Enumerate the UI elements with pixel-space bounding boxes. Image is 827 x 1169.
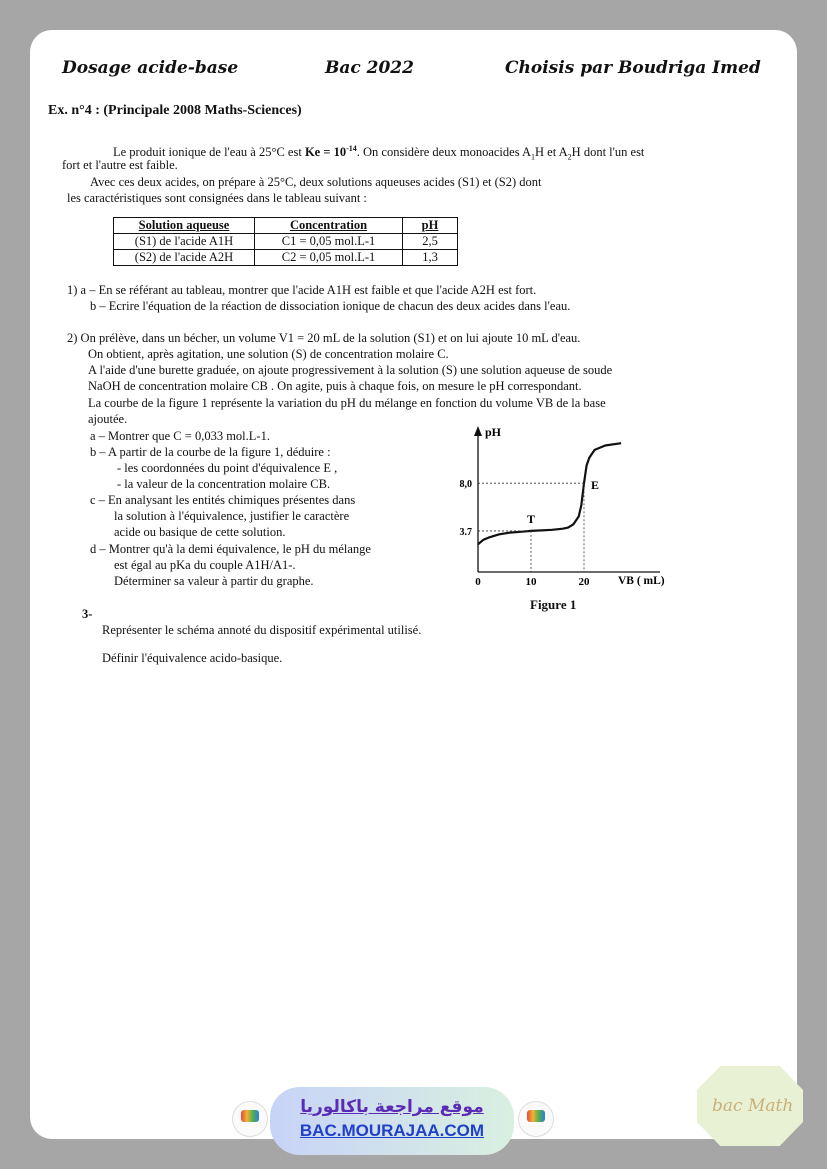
site-logo-icon: [232, 1101, 268, 1137]
solutions-table: [113, 217, 458, 266]
intro-line-2: fort et l'autre est faible.: [62, 158, 178, 172]
header-topic: Dosage acide-base: [62, 58, 239, 78]
footer-arabic-link[interactable]: موقع مراجعة باكالوريا: [300, 1097, 484, 1117]
y-axis-arrow: [474, 426, 482, 436]
table-header-row: [114, 218, 458, 234]
point-label: E: [591, 478, 600, 493]
table-cell: C2 = 0,05 mol.L-1: [255, 250, 403, 266]
table-cell: (S1) de l'acide A1H: [114, 234, 255, 250]
col-solution: Solution aqueuse: [114, 218, 255, 234]
exercise-title: Ex. n°4 : (Principale 2008 Maths-Sciences): [48, 103, 302, 118]
table-row: [114, 234, 458, 250]
q2-c3: acide ou basique de cette solution.: [114, 525, 286, 539]
footer-url-link[interactable]: BAC.MOURAJAA.COM: [299, 1121, 485, 1140]
table-cell: 1,3: [403, 250, 458, 266]
y-tick-label: 8,0: [459, 479, 472, 491]
q2-b1: b – A partir de la courbe de la figure 1, déduire :: [90, 445, 331, 459]
q2-c2: la solution à l'équivalence, justifier le caractère: [114, 509, 350, 523]
table-cell: C1 = 0,05 mol.L-1: [255, 234, 403, 250]
bac-math-logo-text: bac Math: [712, 1096, 794, 1116]
col-concentration: Concentration: [255, 218, 403, 234]
table-cell: 2,5: [403, 234, 458, 250]
q2-line-1: 2) On prélève, dans un bécher, un volume V1 = 20 mL de la solution (S1) et on lui ajoute 10 mL d'eau.: [67, 331, 581, 345]
y-axis-label: pH: [485, 425, 502, 439]
figure-caption: Figure 1: [530, 597, 577, 612]
col-ph: pH: [403, 218, 458, 234]
ph-curve: [478, 443, 621, 544]
q2-line-2: On obtient, après agitation, une solution (S) de concentration molaire C.: [88, 347, 449, 361]
table-cell: (S2) de l'acide A2H: [114, 250, 255, 266]
q2-c1: c – En analysant les entités chimiques présentes dans: [90, 493, 356, 507]
q3-number: 3-: [82, 607, 93, 621]
q2-line-4: NaOH de concentration molaire CB . On agite, puis à chaque fois, on mesure le pH correspondant.: [88, 379, 582, 393]
x-axis-label: VB ( mL): [618, 575, 665, 587]
figure-1-chart: [440, 420, 670, 595]
x-tick-label: 0: [475, 576, 481, 588]
point-label: T: [527, 511, 536, 526]
q3-line-1: Représenter le schéma annoté du dispositif expérimental utilisé.: [102, 623, 422, 637]
y-tick-label: 3.7: [459, 526, 472, 538]
x-tick-label: 10: [525, 576, 537, 588]
q1-b: b – Ecrire l'équation de la réaction de dissociation ionique de chacun des deux acides dans l'eau.: [90, 299, 571, 313]
header-year: Bac 2022: [325, 58, 414, 78]
q3-line-2: Définir l'équivalence acido-basique.: [102, 651, 283, 665]
q1-a: 1) a – En se référant au tableau, montrer que l'acide A1H est faible et que l'acide A2H est fort.: [67, 283, 537, 297]
q2-line-3: A l'aide d'une burette graduée, on ajoute progressivement à la solution (S) une solution aqueuse de soude: [88, 363, 613, 377]
q2-d1: d – Montrer qu'à la demi équivalence, le pH du mélange: [90, 542, 371, 556]
q2-line-5: La courbe de la figure 1 représente la variation du pH du mélange en fonction du volume VB de la base: [88, 396, 606, 410]
intro-line-1: Le produit ionique de l'eau à 25°C est $Ke = 10^{-14}$. On considère deux monoacides $A_1H$ et $A_2H$ dont l'un est: [113, 144, 645, 162]
q2-d3: Déterminer sa valeur à partir du graphe.: [114, 574, 314, 588]
q2-b3: - la valeur de la concentration molaire CB.: [117, 477, 331, 491]
intro-line-4: les caractéristiques sont consignées dans le tableau suivant :: [67, 191, 367, 205]
header-author: Choisis par Boudriga Imed: [505, 58, 761, 78]
q2-line-6: ajoutée.: [88, 412, 128, 426]
q2-a: a – Montrer que C = 0,033 mol.L-1.: [90, 429, 270, 443]
table-row: [114, 250, 458, 266]
site-logo-icon: [518, 1101, 554, 1137]
x-tick-label: 20: [578, 576, 590, 588]
intro-line-3: Avec ces deux acides, on prépare à 25°C, deux solutions aqueuses acides (S1) et (S2) dont: [90, 175, 542, 189]
footer-badge[interactable]: [270, 1087, 514, 1155]
q2-b2: - les coordonnées du point d'équivalence E ,: [117, 461, 338, 475]
q2-d2: est égal au pKa du couple A1H/A1-.: [114, 558, 296, 572]
